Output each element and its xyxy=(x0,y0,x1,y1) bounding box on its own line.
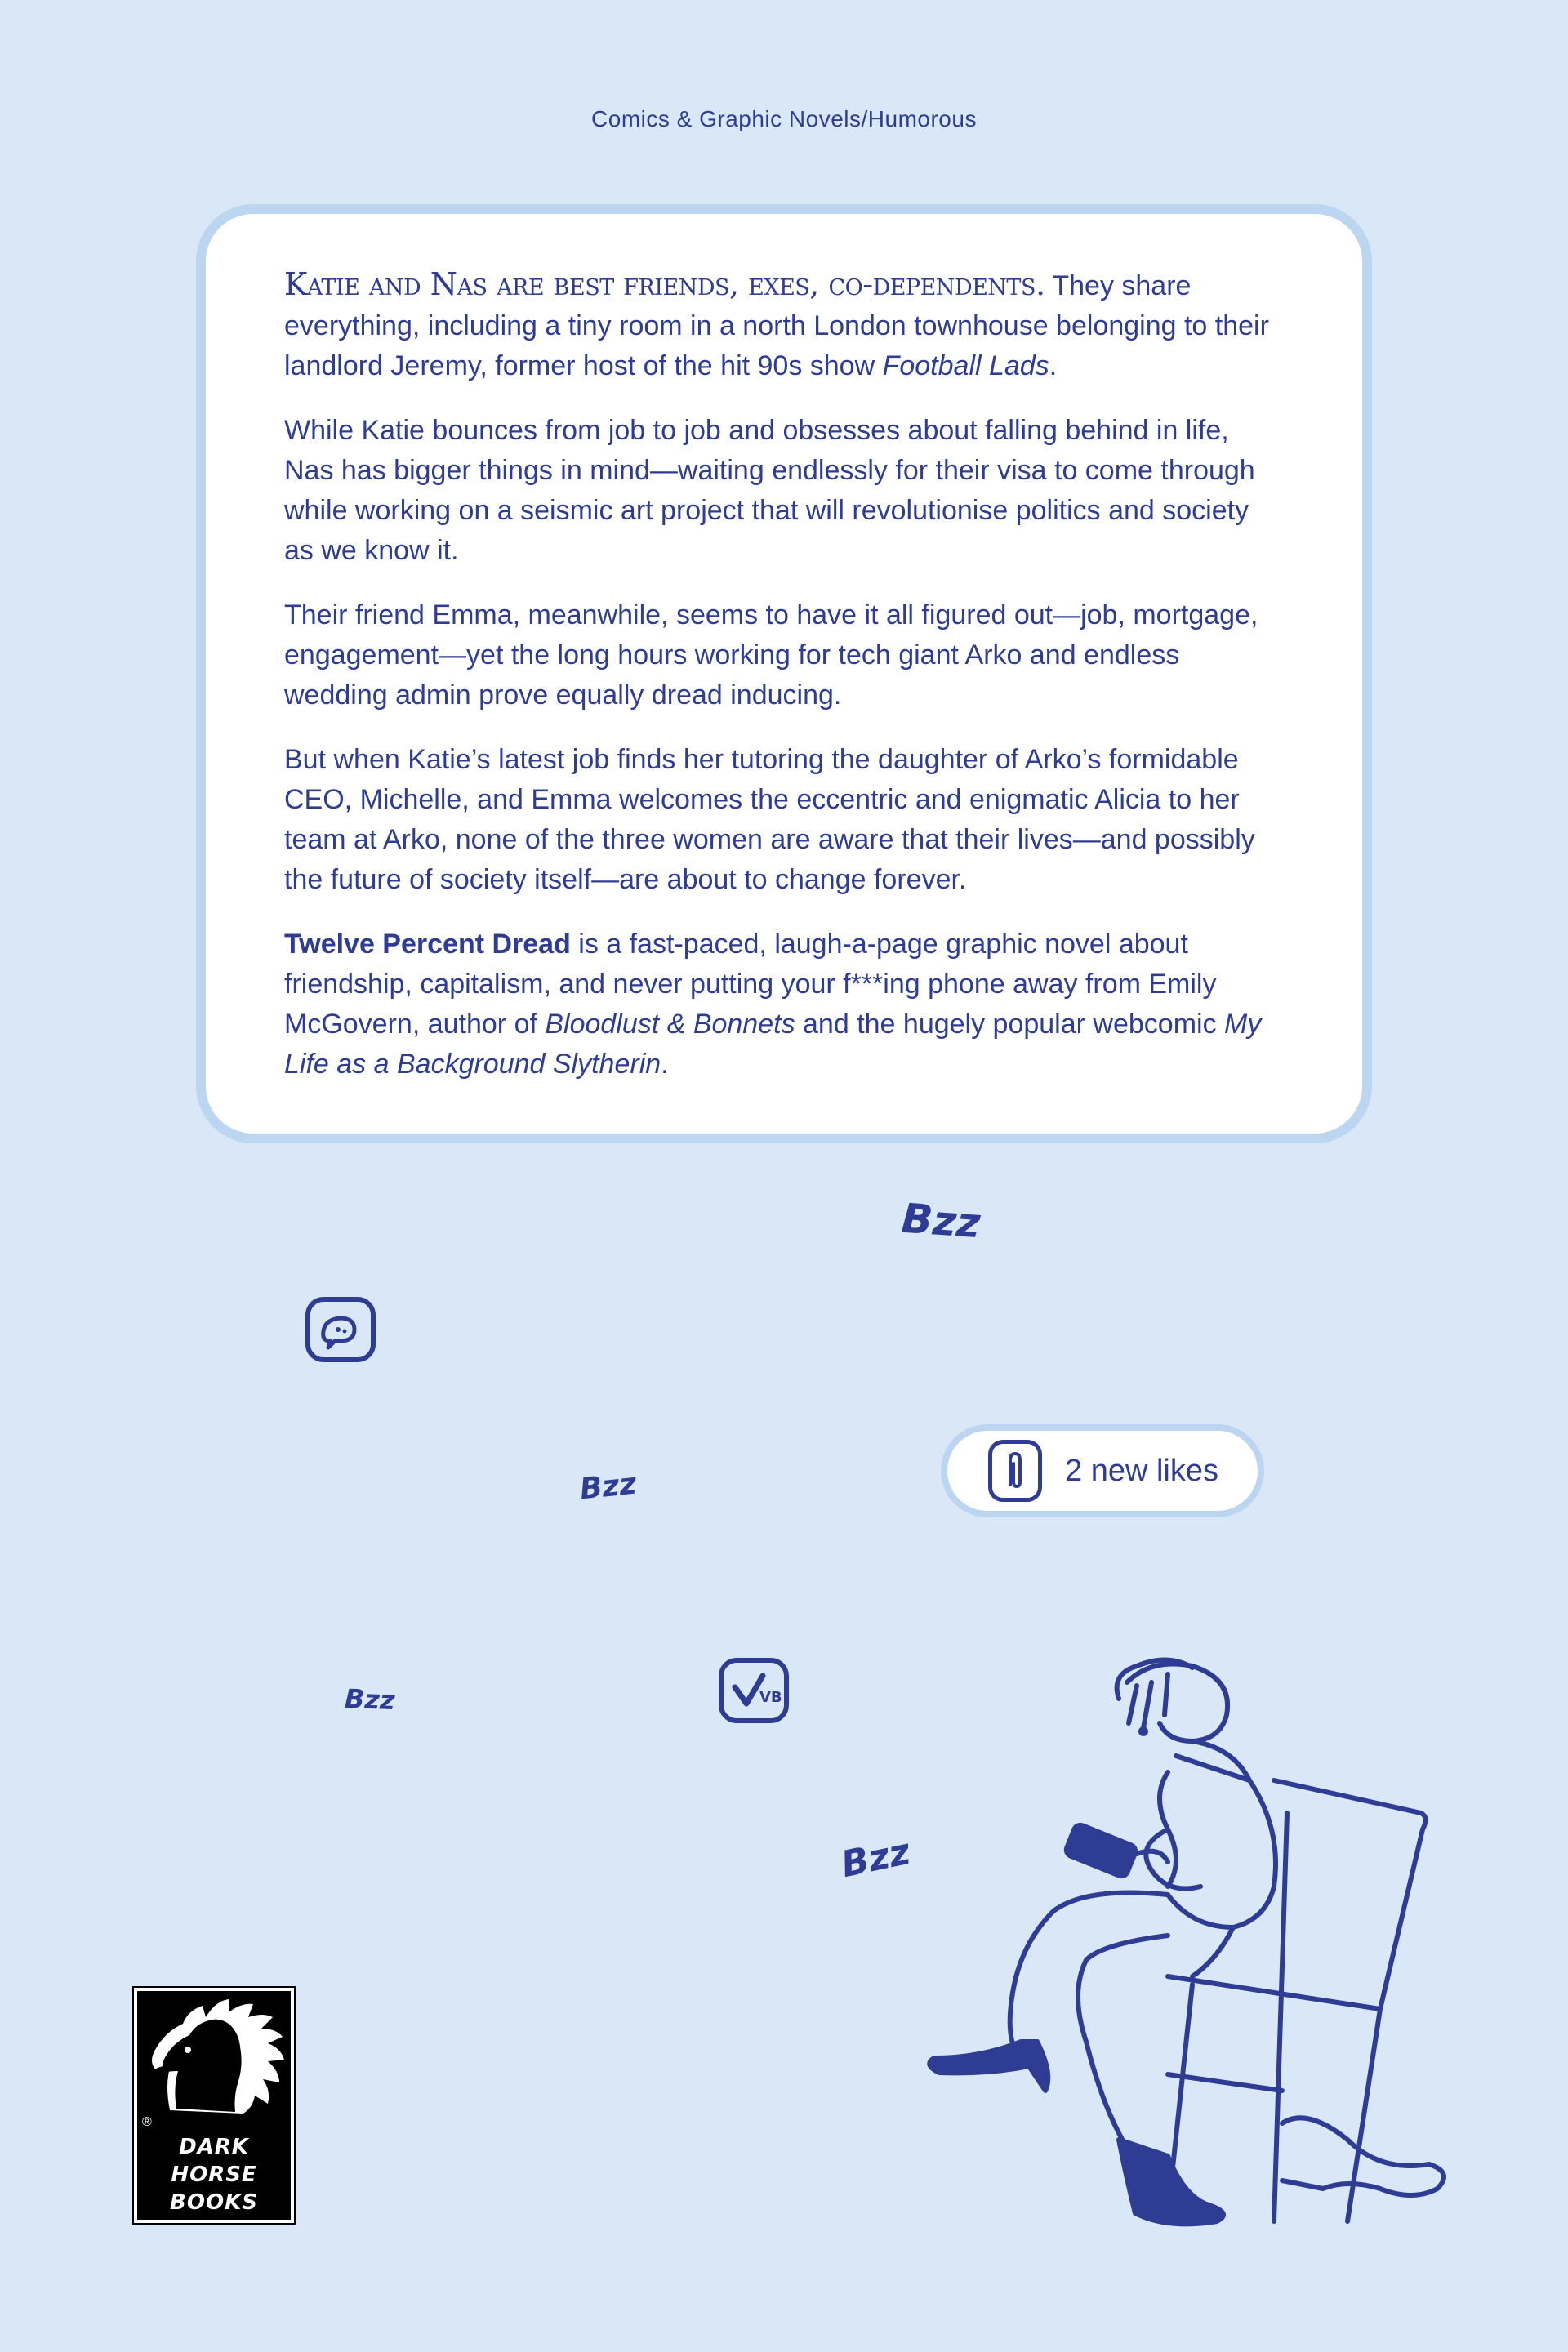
notification-pill xyxy=(941,1424,1264,1517)
person-on-phone-illustration xyxy=(923,1650,1454,2238)
blurb-card xyxy=(196,204,1372,1143)
bzz-doodle-2: Bzz xyxy=(578,1467,639,1507)
blurb-p5-end: . xyxy=(661,1049,669,1080)
blurb-lead: Katie and Nas are best friends, exes, co-dependents. xyxy=(284,266,1045,302)
book-title: Twelve Percent Dread xyxy=(284,929,571,960)
bzz-doodle-1: Bzz xyxy=(900,1194,982,1248)
check-app-icon xyxy=(719,1658,789,1723)
logo-text-horse: HORSE xyxy=(171,2163,257,2187)
blurb-p5-text-2: and the hugely popular webcomic xyxy=(795,1009,1225,1040)
blurb-p1-end: . xyxy=(1049,350,1058,381)
paperclip-icon xyxy=(988,1440,1042,1502)
blurb-paragraph-3: Their friend Emma, meanwhile, seems to have it all figured out—job, mortgage, engagement—yet the long hours working for tech giant Arko and endless wedding admin prove equally dread inducing. xyxy=(284,599,1258,710)
horse-head-icon xyxy=(137,1996,291,2118)
show-title: Football Lads xyxy=(882,350,1049,381)
logo-text-books: BOOKS xyxy=(170,2190,258,2215)
dark-horse-logo xyxy=(134,1988,294,2223)
blurb-paragraph-2: While Katie bounces from job to job and obsesses about falling behind in life, Nas has bigger things in mind—waiting endlessly for their visa to come through while working on a seismic art project that will revolutionise politics and society as we know it. xyxy=(284,415,1255,566)
other-book-title: Bloodlust & Bonnets xyxy=(545,1009,795,1040)
bzz-doodle-3: Bzz xyxy=(344,1682,396,1717)
category-label: Comics & Graphic Novels/Humorous xyxy=(591,106,977,131)
notification-text: 2 new likes xyxy=(1065,1453,1218,1488)
blurb-p5-text: is a fast-paced, laugh-a-page graphic novel about friendship, capitalism, and never putting your f***ing phone away from Emily McGovern, author of xyxy=(284,929,1217,1040)
logo-text-dark: DARK xyxy=(179,2135,249,2159)
webcomic-title: My Life as a Background Slytherin xyxy=(284,1009,1262,1080)
bzz-doodle-4: Bzz xyxy=(837,1830,915,1886)
speech-bubble-icon xyxy=(310,1302,371,1357)
blurb-paragraph-4: But when Katie’s latest job finds her tutoring the daughter of Arko’s formidable CEO, Michelle, and Emma welcomes the eccentric and enigmatic Alicia to her team at Arko, none of the three women are aware that their lives—and possibly the future of society itself—are about to change forever. xyxy=(284,744,1255,895)
blurb-p1-text: They share everything, including a tiny room in a north London townhouse belonging to their landlord Jeremy, former host of the hit 90s show xyxy=(284,270,1269,381)
chat-app-icon xyxy=(305,1297,376,1362)
blurb-paragraph-1 xyxy=(284,265,1284,386)
vb-label: VB xyxy=(760,1689,782,1706)
registered-mark: ® xyxy=(142,2115,152,2129)
blurb-paragraph-5 xyxy=(284,924,1284,1085)
